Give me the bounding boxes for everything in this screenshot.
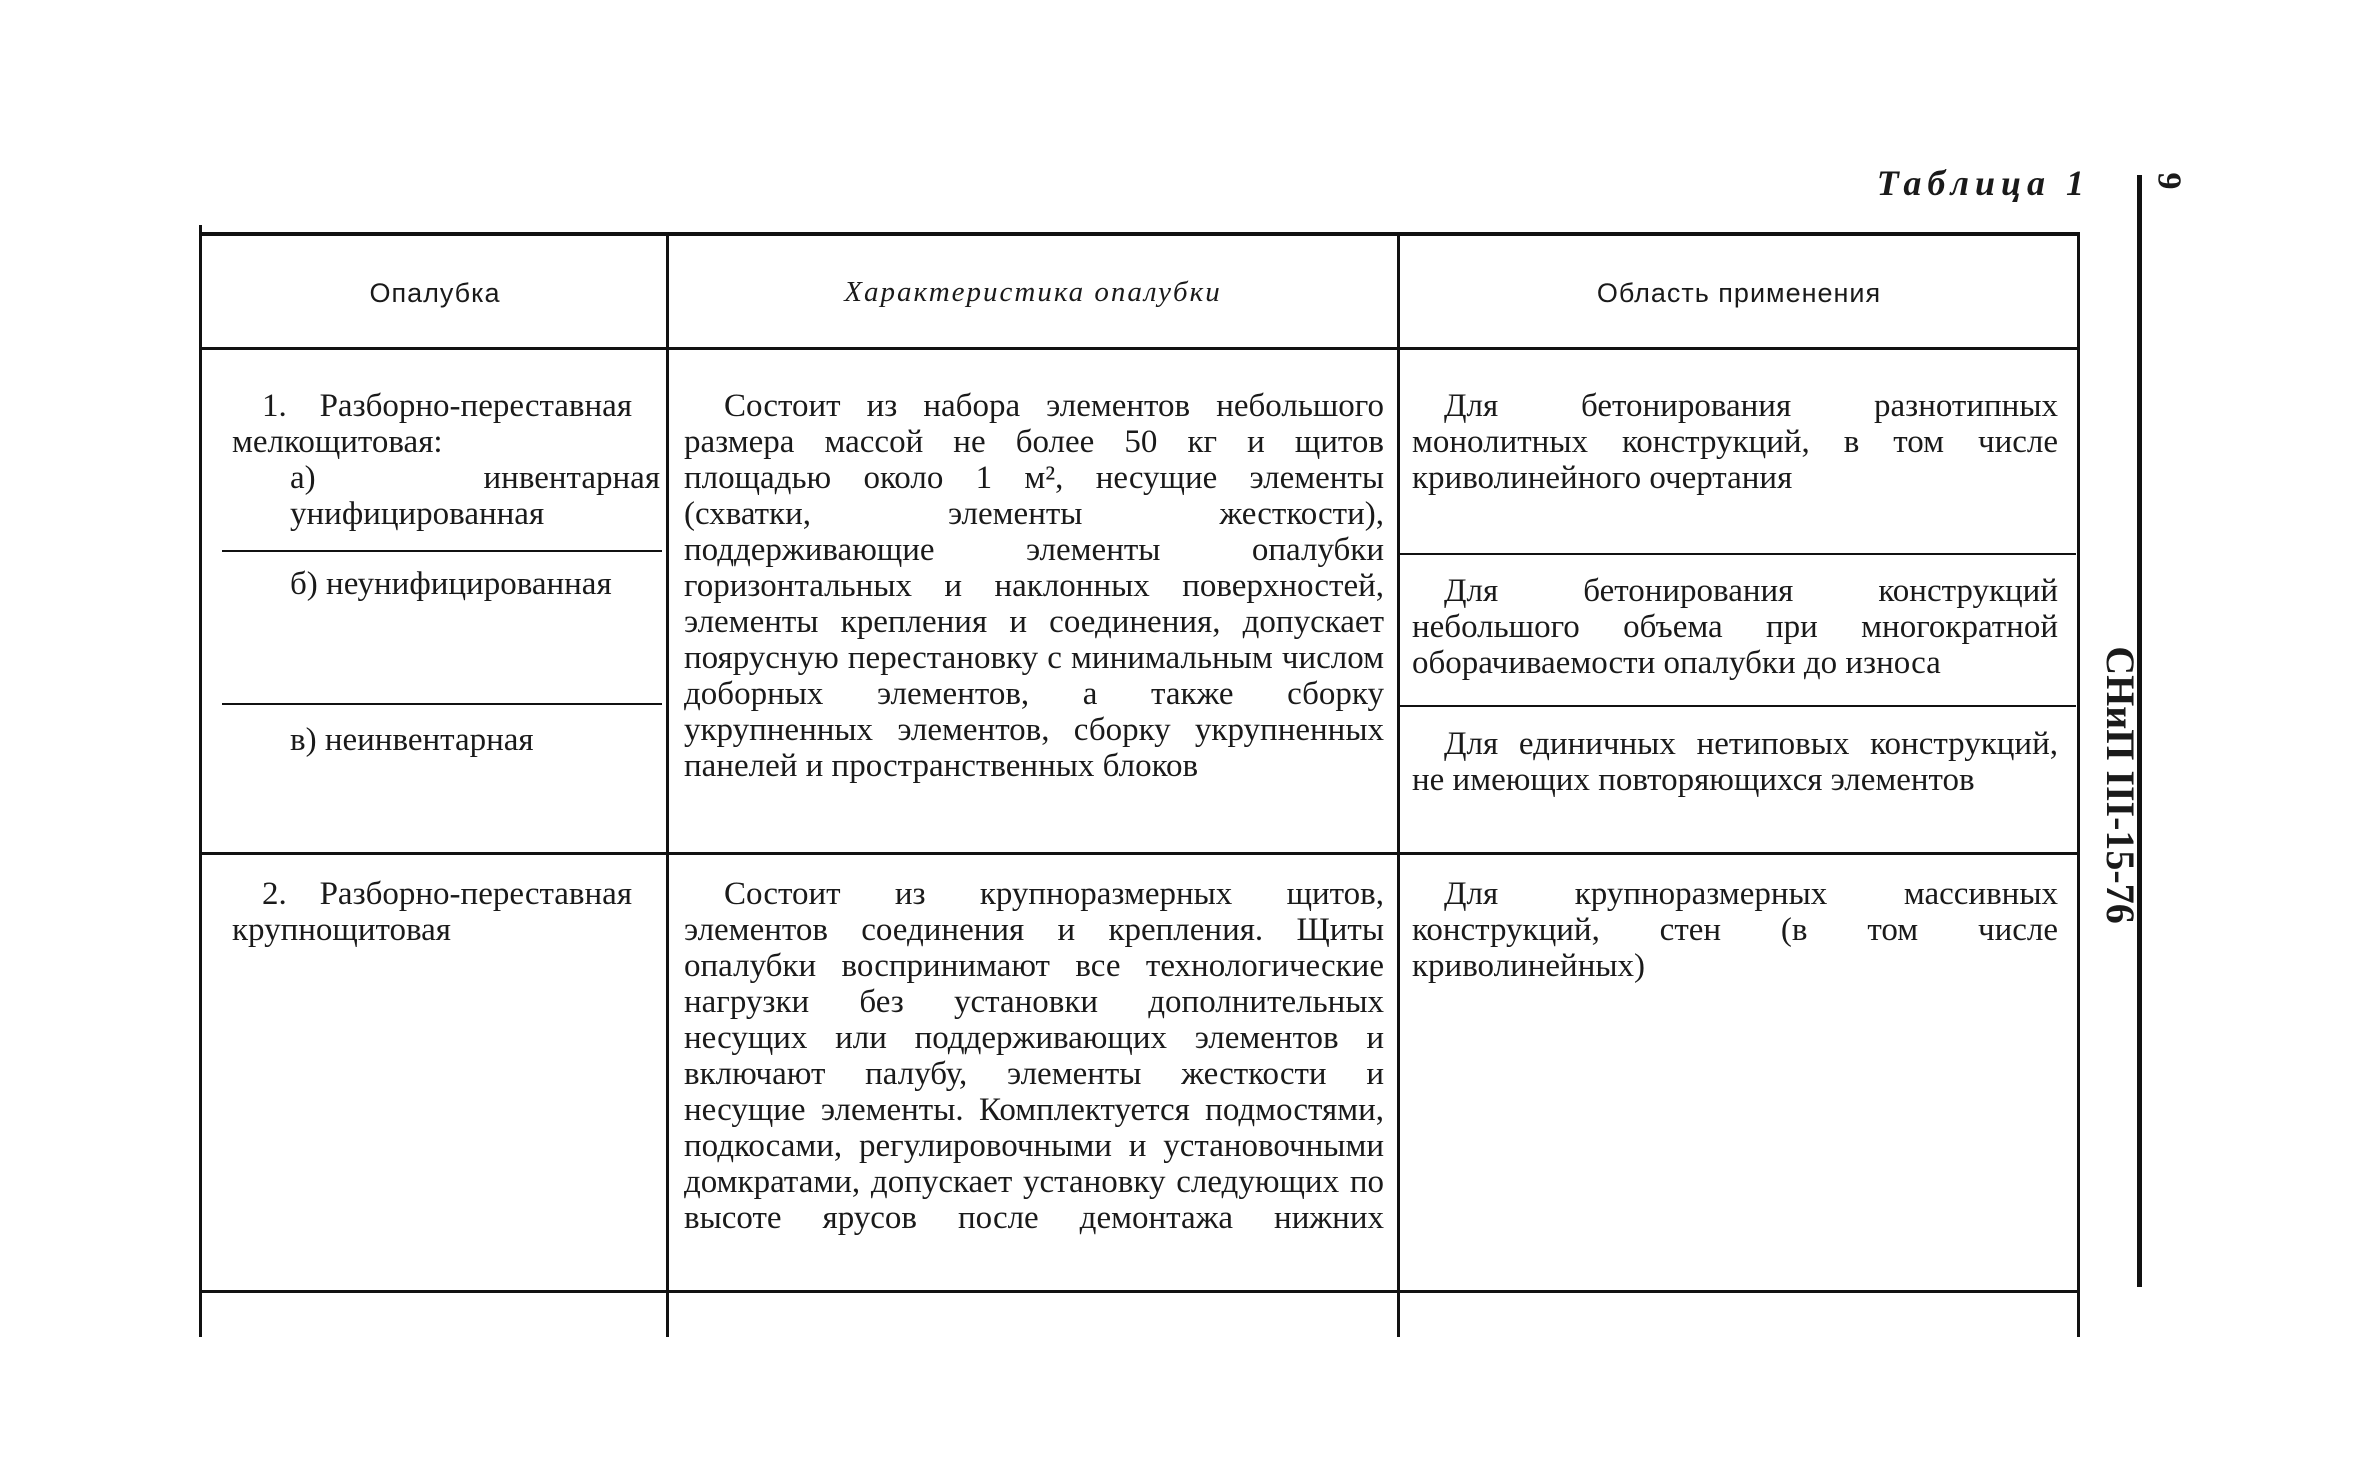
row1-formwork-text: 1. Разборно-переставная мелкощитовая: <box>232 388 632 460</box>
row1-formwork-title <box>232 388 632 460</box>
row1-sub-b-text: б) неунифицированная <box>290 566 612 602</box>
column-header-characteristic: Характеристика опалубки <box>844 276 1222 308</box>
sub-rule-a-left <box>222 550 662 552</box>
row1-application-a: Для бетонирования разнотипных монолитных конструкций, в том числе криволинейного очертания <box>1412 388 2058 496</box>
document-code: СНиП III-15-76 <box>2098 646 2143 924</box>
row1-application-c: Для единичных нетиповых конструкций, не имеющих повторяющихся элементов <box>1412 726 2058 798</box>
row2-characteristic: Состоит из крупноразмерных щитов, элементов соединения и крепления. Щиты опалубки воспринимают все технологические нагрузки без установки дополнительных несущих или поддерживающих элементов и включают палубу, элементы жесткости и несущие элементы. Комплектуется подмостями, подкосами, регулировочными и установочными домкратами, допускает установку следующих по высоте ярусов после демонтажа нижних <box>684 876 1384 1236</box>
row2-formwork: 2. Разборно-переставная крупнощитовая <box>232 876 632 948</box>
header-bottom-rule <box>200 347 2080 350</box>
table-top-rule <box>200 232 2080 236</box>
row1-sub-c <box>290 722 640 758</box>
column-rule-2 <box>1397 236 1400 1337</box>
column-rule-1 <box>666 236 669 1337</box>
sub-rule-b-left <box>222 703 662 705</box>
page-number: 9 <box>2150 172 2188 190</box>
table-right-rule <box>2077 232 2080 1337</box>
row2-bottom-rule <box>200 1290 2080 1293</box>
row1-application-b: Для бетонирования конструкций небольшого объема при многократной оборачиваемости опалубки до износа <box>1412 573 2058 681</box>
row1-bottom-rule <box>200 852 2080 855</box>
row1-characteristic: Состоит из набора элементов небольшого размера массой не более 50 кг и щитов площадью около 1 м², несущие элементы (схватки, элементы жесткости), поддерживающие элементы опалубки горизонтальных и наклонных поверхностей, элементы крепления и соединения, допускает поярусную перестановку с минимальным числом доборных элементов, а также сборку укрупненных элементов, сборку укрупненных панелей и пространственных блоков <box>684 388 1384 784</box>
sub-rule-b-right <box>1400 705 2076 707</box>
row1-sub-c-text: в) неинвентарная <box>290 722 534 758</box>
row1-sub-a <box>290 460 660 532</box>
column-header-formwork: Опалубка <box>369 278 501 308</box>
row2-application: Для крупноразмерных массивных конструкций, стен (в том числе криволинейных) <box>1412 876 2058 984</box>
row1-sub-b <box>290 566 640 602</box>
table-caption: Таблица 1 <box>1876 163 2090 203</box>
table-left-rule <box>199 225 202 1337</box>
row1-sub-a-text: а) инвентарная унифицированная <box>290 460 660 532</box>
sub-rule-a-right <box>1400 553 2076 555</box>
column-header-application: Область применения <box>1596 278 1882 308</box>
